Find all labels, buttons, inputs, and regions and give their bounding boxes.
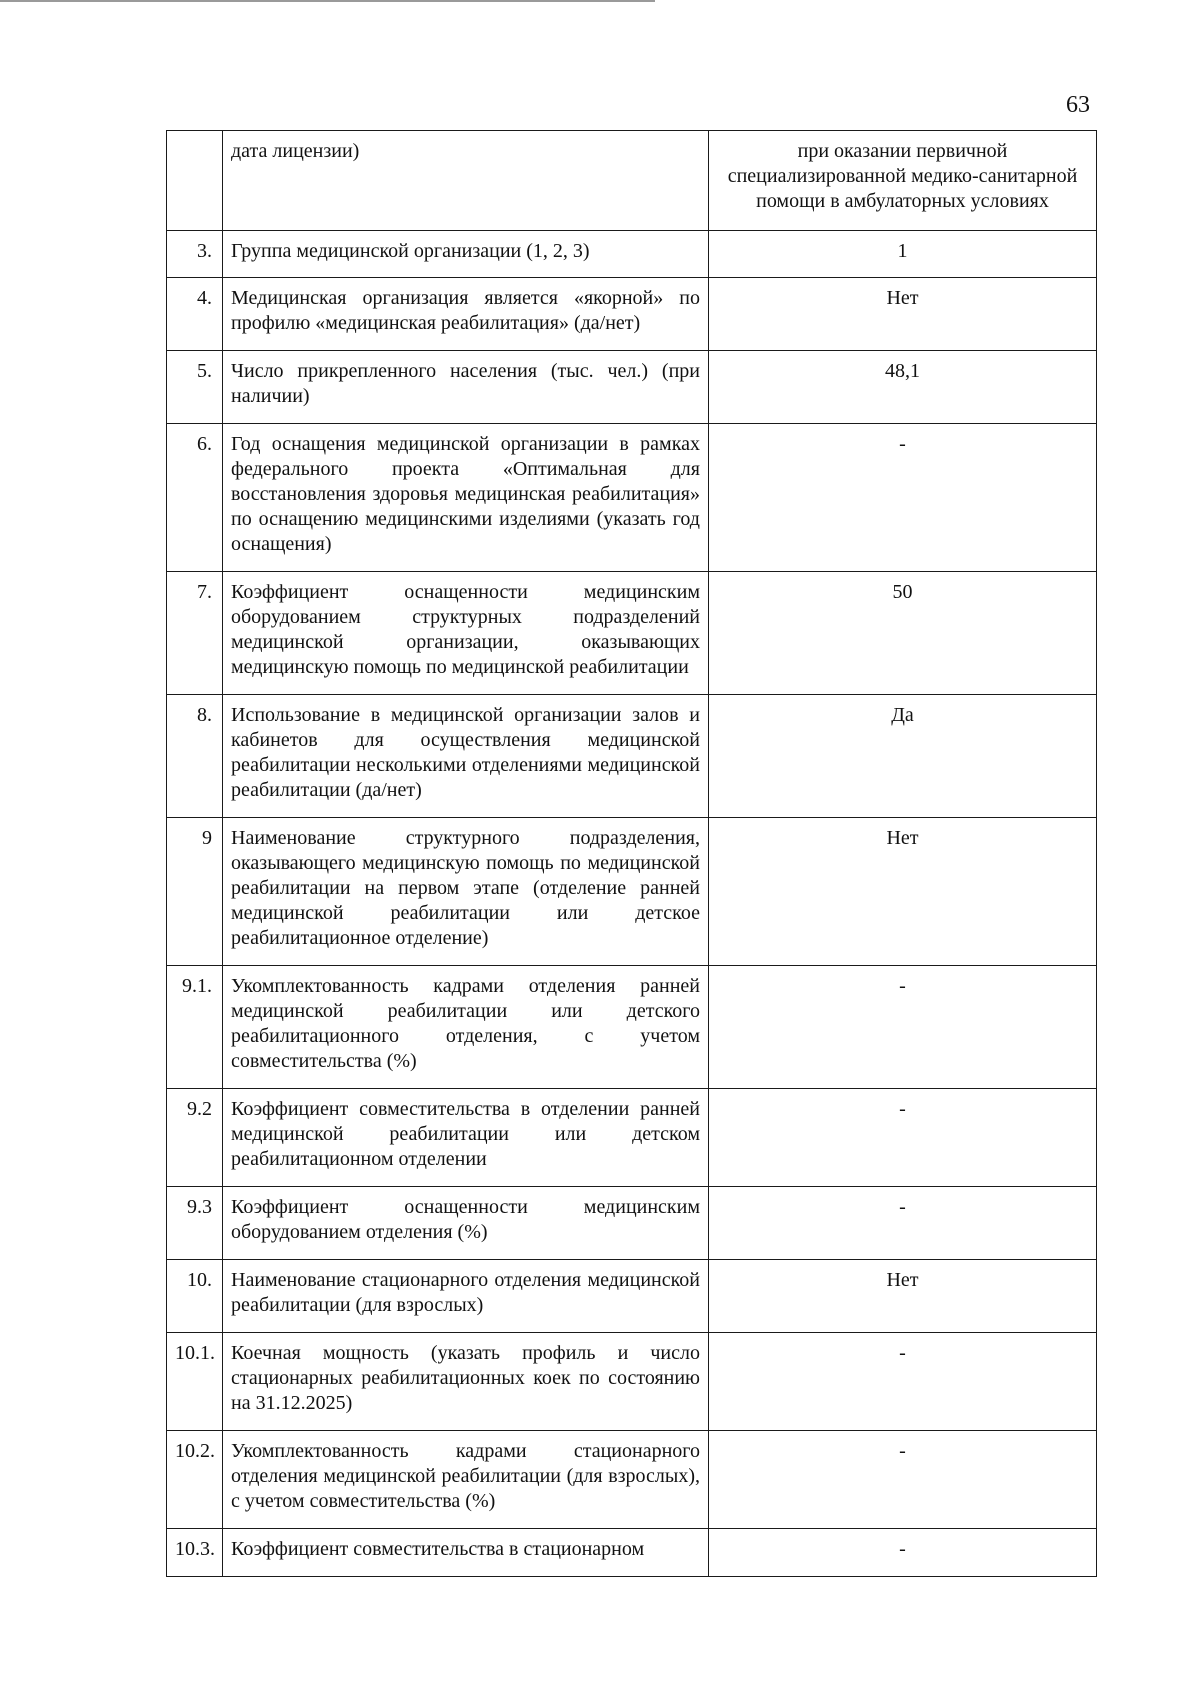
row-number: 3. [167, 231, 223, 278]
row-number: 9 [167, 818, 223, 966]
row-value: при оказании первичной специализированной медико-санитарной помощи в амбулаторных условиях [709, 131, 1097, 231]
row-value: - [709, 1431, 1097, 1529]
row-value: 50 [709, 572, 1097, 695]
row-description: Наименование структурного подразделения, оказывающего медицинскую помощь по медицинской реабилитации на первом этапе (отделение ранней медицинской реабилитации или детское реабилитационное отделение) [223, 818, 709, 966]
row-description: Коэффициент совместительства в отделении ранней медицинской реабилитации или детском реабилитационном отделении [223, 1089, 709, 1187]
row-number: 7. [167, 572, 223, 695]
table-row [167, 231, 1097, 278]
table-row [167, 695, 1097, 818]
row-value: 1 [709, 231, 1097, 278]
row-value: Нет [709, 278, 1097, 351]
row-value: - [709, 424, 1097, 572]
row-description: Коечная мощность (указать профиль и число стационарных реабилитационных коек по состоянию на 31.12.2025) [223, 1333, 709, 1431]
row-number: 4. [167, 278, 223, 351]
table-row [167, 1260, 1097, 1333]
row-number: 10.1. [167, 1333, 223, 1431]
row-value: - [709, 966, 1097, 1089]
row-value: 48,1 [709, 351, 1097, 424]
row-description: Укомплектованность кадрами стационарного отделения медицинской реабилитации (для взрослых), с учетом совместительства (%) [223, 1431, 709, 1529]
row-value: - [709, 1529, 1097, 1577]
table-row [167, 1089, 1097, 1187]
table-row [167, 1529, 1097, 1577]
document-table [166, 130, 1097, 1577]
table-row [167, 1187, 1097, 1260]
page-number: 63 [1066, 92, 1090, 118]
row-description: Коэффициент совместительства в стационарном [223, 1529, 709, 1577]
row-description: Год оснащения медицинской организации в рамках федерального проекта «Оптимальная для восстановления здоровья медицинская реабилитация» по оснащению медицинскими изделиями (указать год оснащения) [223, 424, 709, 572]
row-value: Нет [709, 1260, 1097, 1333]
table-row [167, 1333, 1097, 1431]
row-number: 8. [167, 695, 223, 818]
row-value: Нет [709, 818, 1097, 966]
row-number: 6. [167, 424, 223, 572]
row-number: 10. [167, 1260, 223, 1333]
table-row [167, 278, 1097, 351]
row-description: Группа медицинской организации (1, 2, 3) [223, 231, 709, 278]
row-number: 9.3 [167, 1187, 223, 1260]
row-number: 10.3. [167, 1529, 223, 1577]
row-number: 5. [167, 351, 223, 424]
row-description: дата лицензии) [223, 131, 709, 231]
row-value: - [709, 1333, 1097, 1431]
table-row [167, 1431, 1097, 1529]
table-row [167, 818, 1097, 966]
row-value: - [709, 1187, 1097, 1260]
table-row [167, 572, 1097, 695]
row-number: 9.2 [167, 1089, 223, 1187]
row-number: 10.2. [167, 1431, 223, 1529]
row-description: Наименование стационарного отделения медицинской реабилитации (для взрослых) [223, 1260, 709, 1333]
row-number: 9.1. [167, 966, 223, 1089]
row-description: Число прикрепленного населения (тыс. чел.) (при наличии) [223, 351, 709, 424]
row-description: Укомплектованность кадрами отделения ранней медицинской реабилитации или детского реабилитационного отделения, с учетом совместительства (%) [223, 966, 709, 1089]
scan-top-edge [0, 0, 655, 2]
row-description: Коэффициент оснащенности медицинским оборудованием структурных подразделений медицинской организации, оказывающих медицинскую помощь по медицинской реабилитации [223, 572, 709, 695]
row-value: Да [709, 695, 1097, 818]
row-description: Коэффициент оснащенности медицинским оборудованием отделения (%) [223, 1187, 709, 1260]
table-row [167, 131, 1097, 231]
table-row [167, 424, 1097, 572]
row-number [167, 131, 223, 231]
row-value: - [709, 1089, 1097, 1187]
table-row [167, 351, 1097, 424]
row-description: Медицинская организация является «якорной» по профилю «медицинская реабилитация» (да/нет) [223, 278, 709, 351]
table-row [167, 966, 1097, 1089]
row-description: Использование в медицинской организации залов и кабинетов для осуществления медицинской реабилитации несколькими отделениями медицинской реабилитации (да/нет) [223, 695, 709, 818]
